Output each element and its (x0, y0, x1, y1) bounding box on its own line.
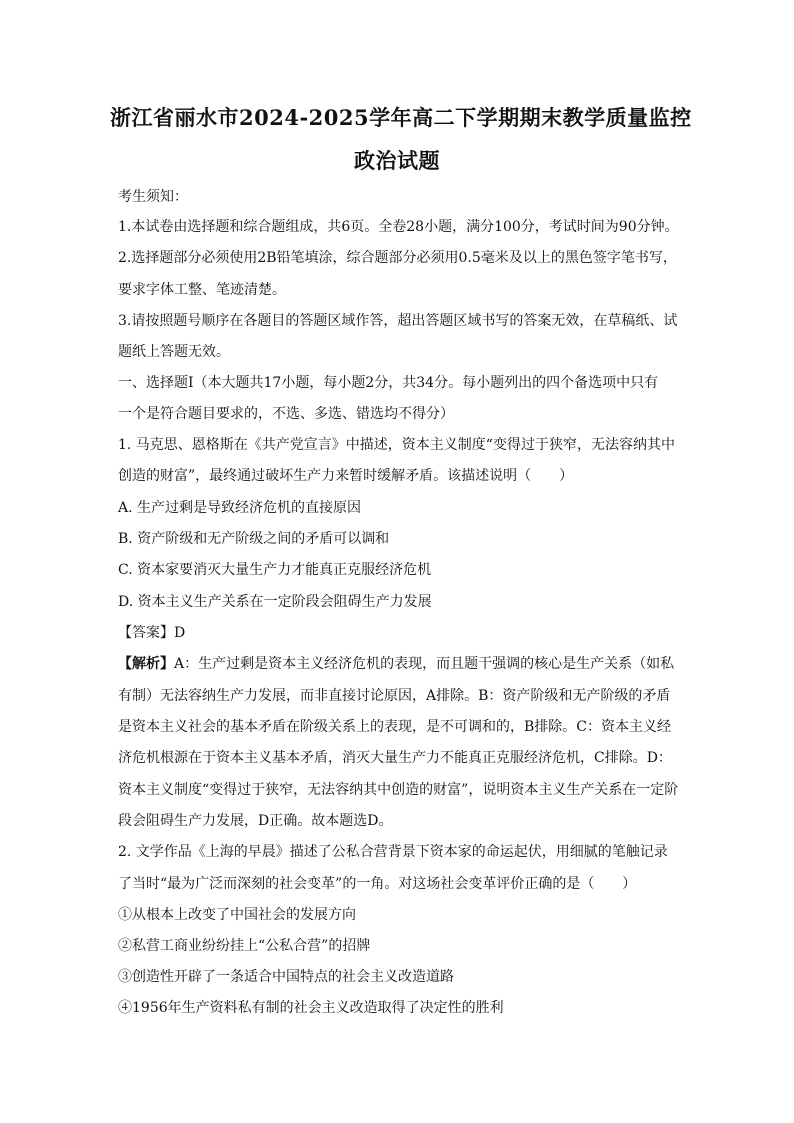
exam-title: 浙江省丽水市2024-2025学年高二下学期期末教学质量监控 (110, 105, 692, 130)
q1-analysis-line-6: 段会阻碍生产力发展，D正确。故本题选D。 (118, 813, 393, 829)
q1-analysis-line-4: 济危机根源在于资本主义基本矛盾，消灭大量生产力不能真正克服经济危机，C排除。D： (118, 750, 672, 766)
q1-analysis-line-1 (118, 654, 692, 674)
notice-heading: 考生须知： (118, 189, 188, 205)
notice-item-2-line-2: 要求字体工整、笔迹清楚。 (118, 282, 286, 298)
notice-item-3-line-1: 3.请按照题号顺序在各题目的答题区域作答，超出答题区域书写的答案无效，在草稿纸、试 (118, 313, 678, 329)
q1-stem-line-1: 1. 马克思、恩格斯在《共产党宣言》中描述，资本主义制度“变得过于狭窄，无法容纳其中 (118, 437, 675, 453)
q1-stem-line-2: 创造的财富”，最终通过破坏生产力来暂时缓解矛盾。该描述说明（ ） (118, 468, 574, 484)
q1-analysis-line-5: 资本主义制度“变得过于狭窄，无法容纳其中创造的财富”，说明资本主义生产关系在一定阶 (118, 782, 679, 798)
q2-item-2: ②私营工商业纷纷挂上“公私合营”的招牌 (118, 938, 371, 954)
q2-stem-line-2: 了当时“最为广泛而深刻的社会变革”的一角。对这场社会变革评价正确的是（ ） (118, 876, 637, 892)
exam-subtitle: 政治试题 (354, 148, 440, 173)
q2-item-3: ③创造性开辟了一条适合中国特点的社会主义改造道路 (118, 969, 454, 985)
section-heading-line-2: 一个是符合题目要求的，不选、多选、错选均不得分） (118, 406, 454, 422)
q1-option-b: B. 资产阶级和无产阶级之间的矛盾可以调和 (118, 531, 390, 547)
q1-option-c: C. 资本家要消灭大量生产力才能真正克服经济危机 (118, 562, 432, 578)
notice-item-1: 1.本试卷由选择题和综合题组成，共6页。全卷28小题，满分100分，考试时间为90分钟。 (118, 219, 679, 235)
q1-analysis-line-2: 有制）无法容纳生产力发展，而非直接讨论原因，A排除。B：资产阶级和无产阶级的矛盾 (118, 688, 671, 704)
q1-option-a: A. 生产过剩是导致经济危机的直接原因 (118, 500, 362, 516)
notice-item-3-line-2: 题纸上答题无效。 (118, 344, 230, 360)
notice-item-2-line-1: 2.选择题部分必须使用2B铅笔填涂，综合题部分必须用0.5毫米及以上的黑色签字笔书写， (118, 250, 677, 266)
q2-item-4: ④1956年生产资料私有制的社会主义改造取得了决定性的胜利 (118, 1000, 504, 1016)
section-heading-line-1: 一、选择题Ⅰ（本大题共17小题，每小题2分，共34分。每小题列出的四个备选项中只有 (118, 375, 659, 391)
q1-answer: 【答案】D (118, 625, 186, 641)
analysis-label: 【解析】 (118, 656, 174, 672)
analysis-text: A：生产过剩是资本主义经济危机的表现，而且题干强调的核心是生产关系（如私 (174, 656, 675, 672)
q1-option-d: D. 资本主义生产关系在一定阶段会阻碍生产力发展 (118, 594, 432, 610)
q2-stem-line-1: 2. 文学作品《上海的早晨》描述了公私合营背景下资本家的命运起伏，用细腻的笔触记录 (118, 844, 668, 860)
q1-analysis-line-3: 是资本主义社会的基本矛盾在阶级关系上的表现，是不可调和的，B排除。C：资本主义经 (118, 719, 671, 735)
q2-item-1: ①从根本上改变了中国社会的发展方向 (118, 907, 356, 923)
